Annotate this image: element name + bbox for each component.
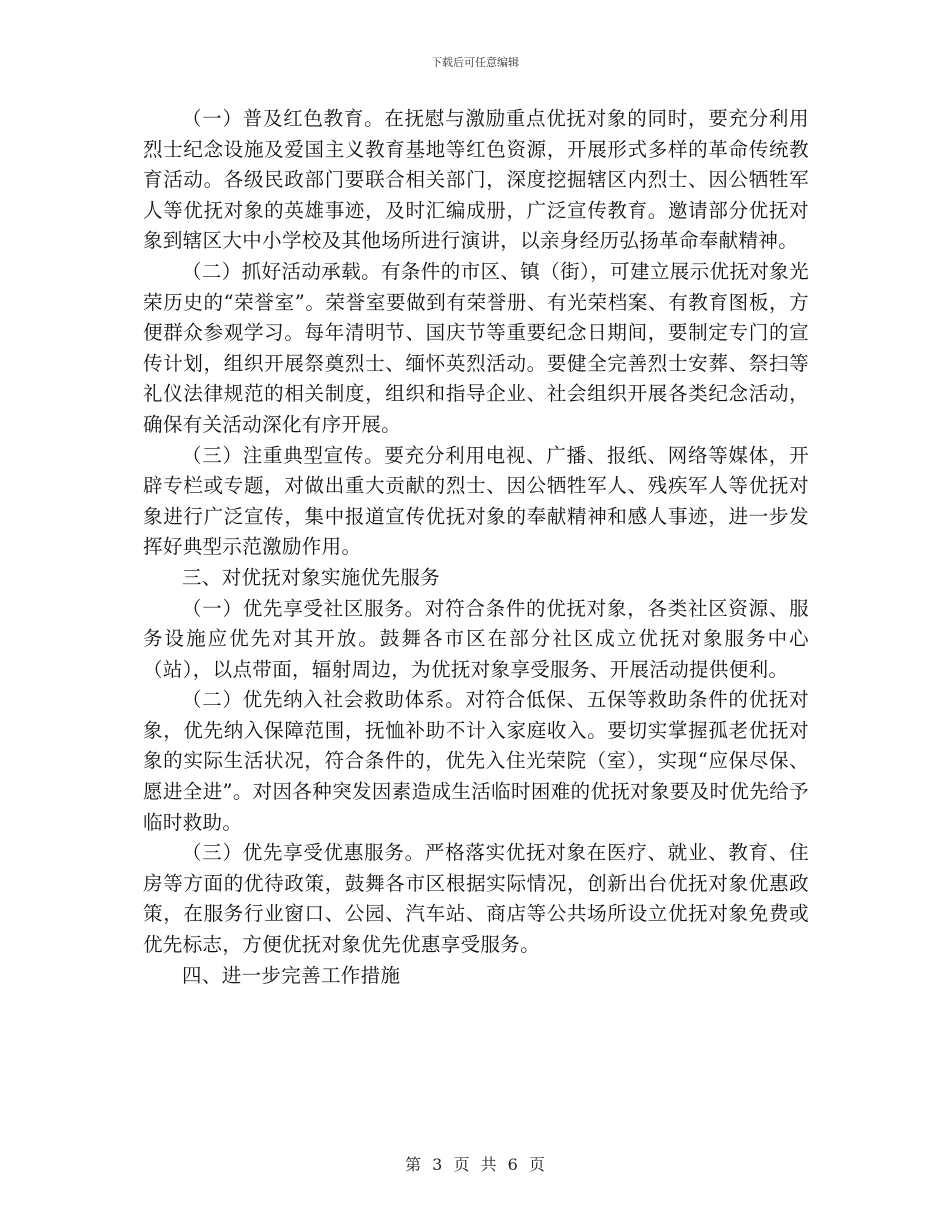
page-number: 第 3 页 共 6 页 [405, 1155, 545, 1174]
paragraph-social-assistance: （二）优先纳入社会救助体系。对符合低保、五保等救助条件的优抚对象，优先纳入保障范围，抚恤补助不计入家庭收入。要切实掌握孤老优抚对象的实际生活状况，符合条件的，优先入住光荣院（室），实现“应保尽保、愿进全进”。对因各种突发因素造成生活临时困难的优抚对象要及时优先给予临时救助。 [143, 688, 809, 834]
paragraph-community-service: （一）优先享受社区服务。对符合条件的优抚对象，各类社区资源、服务设施应优先对其开放。鼓舞各市区在部分社区成立优抚对象服务中心（站），以点带面，辐射周边，为优抚对象享受服务、开展活动提供便利。 [143, 596, 809, 681]
paragraph-red-education: （一）普及红色教育。在抚慰与激励重点优抚对象的同时，要充分利用烈士纪念设施及爱国主义教育基地等红色资源，开展形式多样的革命传统教育活动。各级民政部门要联合相关部门，深度挖掘辖区内烈士、因公牺牲军人等优抚对象的英雄事迹，及时汇编成册，广泛宣传教育。邀请部分优抚对象到辖区大中小学校及其他场所进行演讲，以亲身经历弘扬革命奉献精神。 [143, 107, 809, 253]
paragraph-activity-carrier: （二）抓好活动承载。有条件的市区、镇（街），可建立展示优抚对象光荣历史的“荣誉室”。荣誉室要做到有荣誉册、有光荣档案、有教育图板，方便群众参观学习。每年清明节、国庆节等重要纪念日期间，要制定专门的宣传计划，组织开展祭奠烈士、缅怀英烈活动。要健全完善烈士安葬、祭扫等礼仪法律规范的相关制度，组织和指导企业、社会组织开展各类纪念活动，确保有关活动深化有序开展。 [143, 259, 809, 436]
document-body [143, 104, 809, 991]
paragraph-typical-publicity: （三）注重典型宣传。要充分利用电视、广播、报纸、网络等媒体，开辟专栏或专题，对做出重大贡献的烈士、因公牺牲军人、残疾军人等优抚对象进行广泛宣传，集中报道宣传优抚对象的奉献精神和感人事迹，进一步发挥好典型示范激励作用。 [143, 443, 809, 559]
page-header: 下载后可任意编辑 [431, 56, 519, 69]
section-heading-priority-service: 三、对优抚对象实施优先服务 [182, 565, 441, 589]
section-heading-work-measures: 四、进一步完善工作措施 [182, 963, 401, 987]
paragraph-preferential-service: （三）优先享受优惠服务。严格落实优抚对象在医疗、就业、教育、住房等方面的优待政策，鼓舞各市区根据实际情况，创新出台优抚对象优惠政策，在服务行业窗口、公园、汽车站、商店等公共场所设立优抚对象免费或优先标志，方便优抚对象优先优惠享受服务。 [143, 841, 809, 957]
